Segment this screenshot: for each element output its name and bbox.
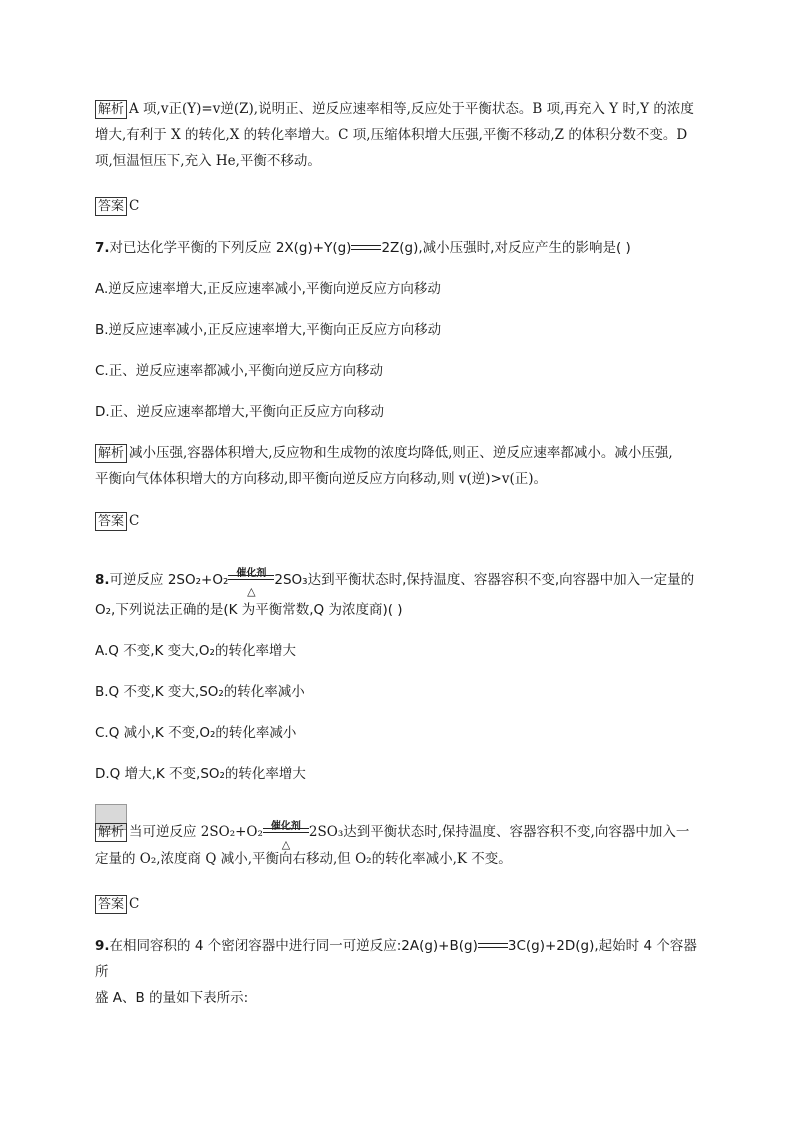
question-stem: 在相同容积的 4 个密闭容器中进行同一可逆反应:2A(g)+B(g) — [109, 938, 478, 954]
heat-symbol: △ — [247, 585, 256, 598]
option-d[interactable]: D.Q 增大,K 不变,SO₂的转化率增大 — [95, 766, 306, 782]
q8-answer — [95, 891, 705, 917]
analysis-line: 2SO₃达到平衡状态时,保持温度、容器容积不变,向容器中加入一 — [308, 824, 690, 840]
catalyst-label: 催化剂 — [270, 820, 301, 832]
analysis-tag: 解析 — [95, 823, 127, 842]
option-c[interactable]: C.Q 减小,K 不变,O₂的转化率减小 — [95, 725, 297, 741]
question-9 — [95, 933, 705, 1011]
catalyst-label: 催化剂 — [236, 568, 267, 579]
analysis-line: A 项,v正(Y)=v逆(Z),说明正、逆反应速率相等,反应处于平衡状态。B 项,再充入 Y 时,Y 的浓度 — [129, 101, 694, 117]
question-number: 9. — [95, 938, 110, 954]
analysis-tag: 解析 — [95, 100, 127, 119]
q7-answer — [95, 508, 705, 534]
option-b[interactable]: B.逆反应速率减小,正反应速率增大,平衡向正反应方向移动 — [95, 322, 442, 338]
question-number: 7. — [95, 240, 110, 256]
equilibrium-arrow-icon — [478, 940, 508, 952]
catalyst-arrow-icon — [228, 567, 274, 598]
answer-value: C — [129, 513, 140, 529]
option-a[interactable]: A.逆反应速率增大,正反应速率减小,平衡向逆反应方向移动 — [95, 281, 441, 297]
option-a[interactable]: A.Q 不变,K 变大,O₂的转化率增大 — [95, 643, 296, 659]
heat-symbol: △ — [281, 837, 291, 851]
analysis-tag: 解析 — [95, 444, 127, 463]
analysis-line: 平衡向气体体积增大的方向移动,即平衡向逆反应方向移动,则 v(逆)>v(正)。 — [95, 471, 548, 487]
option-b[interactable]: B.Q 不变,K 变大,SO₂的转化率减小 — [95, 684, 305, 700]
q8-analysis — [95, 819, 705, 872]
question-stem: 盛 A、B 的量如下表所示: — [95, 990, 249, 1006]
question-7 — [95, 235, 705, 261]
analysis-line: 增大,有利于 X 的转化,X 的转化率增大。C 项,压缩体积增大压强,平衡不移动,Z 的体积分数不变。D — [95, 127, 688, 143]
analysis-line: 定量的 O₂,浓度商 Q 减小,平衡向右移动,但 O₂的转化率减小,K 不变。 — [95, 850, 512, 867]
analysis-line: 减小压强,容器体积增大,反应物和生成物的浓度均降低,则正、逆反应速率都减小。减小压强, — [129, 445, 673, 461]
answer-tag: 答案 — [95, 512, 127, 531]
equilibrium-arrow-icon — [351, 242, 381, 254]
question-8 — [95, 567, 705, 623]
answer-tag: 答案 — [95, 895, 127, 914]
answer-value: C — [129, 896, 140, 912]
question-stem: 对已达化学平衡的下列反应 2X(g)+Y(g) — [109, 240, 352, 256]
answer-tag: 答案 — [95, 197, 127, 216]
question-stem: O₂,下列说法正确的是(K 为平衡常数,Q 为浓度商)( ) — [95, 602, 403, 618]
q6-analysis — [95, 96, 705, 174]
catalyst-arrow-icon — [263, 820, 309, 851]
analysis-line: 项,恒温恒压下,充入 He,平衡不移动。 — [95, 153, 321, 169]
analysis-line: 当可逆反应 2SO₂+O₂ — [129, 824, 263, 840]
question-stem: 2SO₃达到平衡状态时,保持温度、容器容积不变,向容器中加入一定量的 — [274, 572, 695, 588]
question-number: 8. — [95, 572, 110, 588]
q6-answer — [95, 193, 705, 219]
question-stem: 3C(g)+2D(g),起始时 4 个容器所 — [95, 938, 697, 980]
option-d[interactable]: D.正、逆反应速率都增大,平衡向正反应方向移动 — [95, 404, 384, 420]
answer-value: C — [129, 198, 140, 214]
q7-analysis — [95, 440, 705, 492]
option-c[interactable]: C.正、逆反应速率都减小,平衡向逆反应方向移动 — [95, 363, 384, 379]
question-stem: 可逆反应 2SO₂+O₂ — [109, 572, 229, 588]
question-stem: 2Z(g),减小压强时,对反应产生的影响是( ) — [381, 240, 631, 256]
